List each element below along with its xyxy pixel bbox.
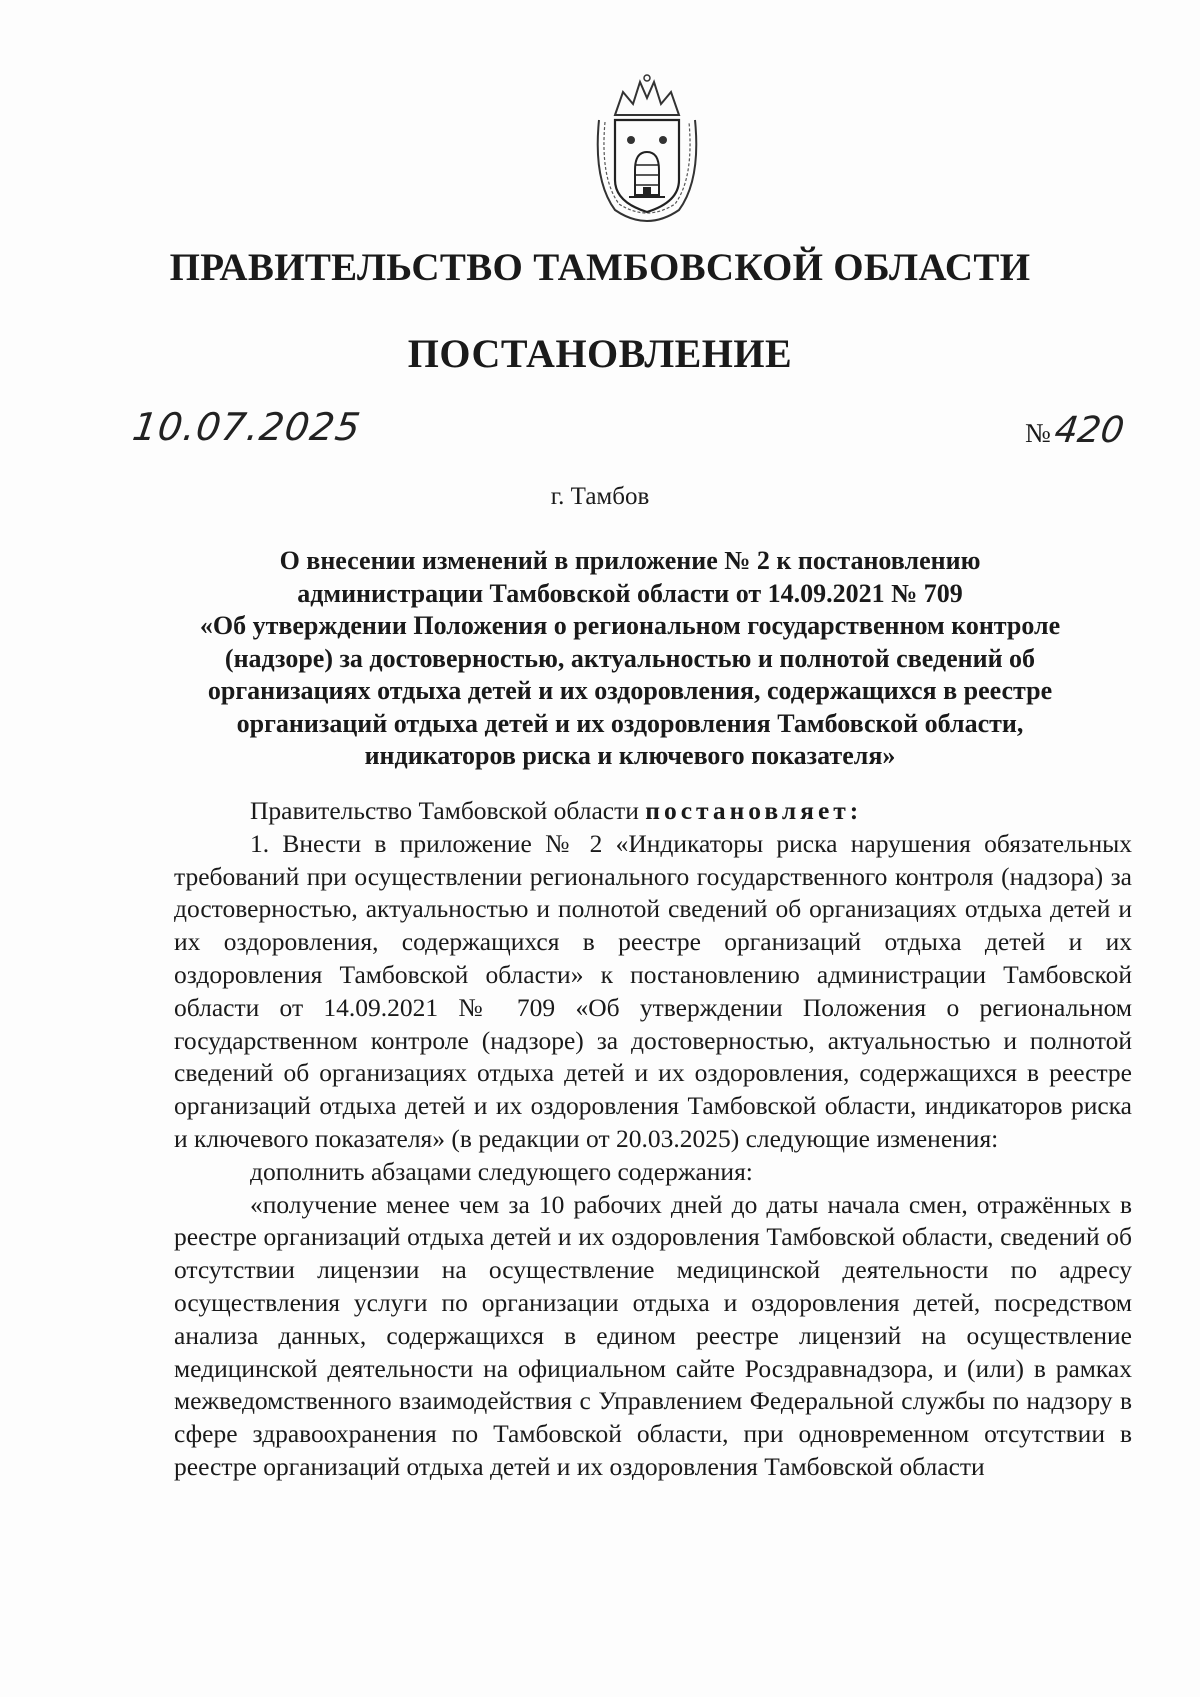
title-line: организаций отдыха детей и их оздоровления Тамбовской области, xyxy=(236,708,1024,738)
number-value: 420 xyxy=(1051,410,1127,451)
intro-text: Правительство Тамбовской области xyxy=(250,796,646,825)
intro-verb: постановляет: xyxy=(645,796,863,825)
document-body xyxy=(174,795,1132,1484)
city-label: г. Тамбов xyxy=(550,483,650,510)
title-line: индикаторов риска и ключевого показателя» xyxy=(364,741,896,770)
document-number xyxy=(1025,410,1127,451)
intro-paragraph xyxy=(174,795,1132,828)
title-line: организациях отдыха детей и их оздоровления, содержащихся в реестре xyxy=(207,676,1053,705)
paragraph-2: дополнить абзацами следующего содержания: xyxy=(250,1156,753,1186)
document-type: ПОСТАНОВЛЕНИЕ xyxy=(407,331,793,376)
paragraph-3: «получение менее чем за 10 рабочих дней до даты начала смен, отражённых в реестре организаций отдыха детей и их оздоровления Тамбовской области, сведений об отсутствии лицензии на осуществление медицинской деятельности по адресу осуществления услуги по организации отдыха и оздоровления детей, посредством анализа данных, содержащихся в едином реестре лицензий на осуществление медицинской деятельности на официальном сайте Росздравнадзора, и (или) в рамках межведомственного взаимодействия с Управлением Федеральной службы по надзору в сфере здравоохранения по Тамбовской области, при одновременном отсутствии в реестре организаций отдыха детей и их оздоровления Тамбовской области xyxy=(174,1189,1132,1481)
paragraph-1: 1. Внести в приложение № 2 «Индикаторы риска нарушения обязательных требований при осуществлении регионального государственного контроля (надзора) за достоверностью, актуальностью и полнотой сведений об организациях отдыха детей и их оздоровления, содержащихся в реестре организаций отдыха детей и их оздоровления Тамбовской области» к постановлению администрации Тамбовской области от 14.09.2021 № 709 «Об утверждении Положения о региональном государственном контроле (надзоре) за достоверностью, актуальностью и полнотой сведений об организациях отдыха детей и их оздоровления, содержащихся в реестре организаций отдыха детей и их оздоровления Тамбовской области, индикаторов риска и ключевого показателя» (в редакции от 20.03.2025) следующие изменения: xyxy=(174,828,1132,1153)
title-line: О внесении изменений в приложение № 2 к постановлению xyxy=(279,546,981,575)
organization-name: ПРАВИТЕЛЬСТВО ТАМБОВСКОЙ ОБЛАСТИ xyxy=(169,246,1031,289)
number-sign: № xyxy=(1025,418,1051,448)
title-line: (надзоре) за достоверностью, актуальностью и полнотой сведений об xyxy=(224,643,1036,673)
document-title xyxy=(150,545,1110,773)
title-line: администрации Тамбовской области от 14.09.2021 № 709 xyxy=(297,578,963,608)
tambov-coat-of-arms-icon xyxy=(585,70,710,230)
document-date: 10.07.2025 xyxy=(129,405,364,449)
title-line: «Об утверждении Положения о региональном государственном контроле xyxy=(199,611,1061,640)
